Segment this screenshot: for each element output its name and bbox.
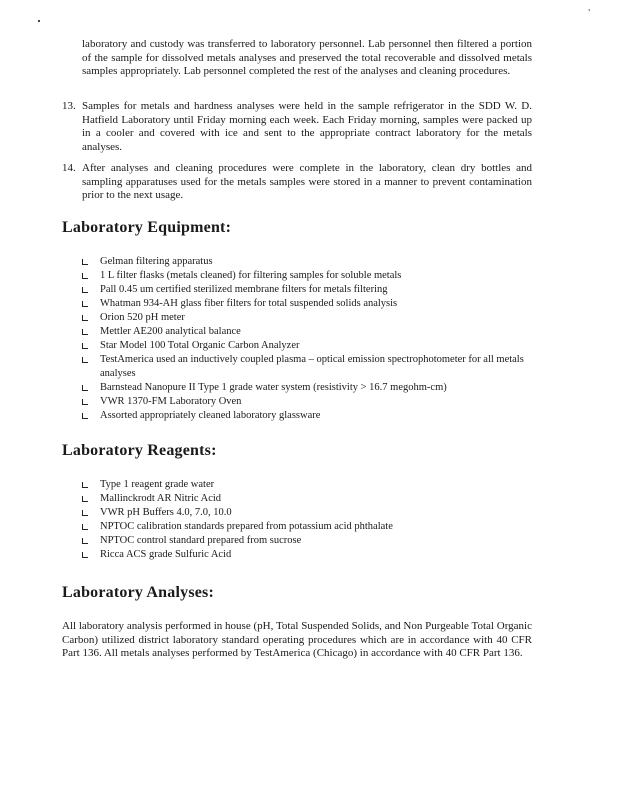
list-item: VWR pH Buffers 4.0, 7.0, 10.0	[82, 506, 542, 520]
item-text: Samples for metals and hardness analyses were held in the sample refrigerator in the SDD W. D. Hatfield Laboratory until Friday morning each week. Each Friday morning, samples were packed up in a cooler and covered with ice and sent to the appropriate contract laboratory for the metals analyses.	[82, 100, 532, 153]
checkbox-bullet-icon	[82, 524, 88, 530]
analyses-paragraph: All laboratory analysis performed in house (pH, Total Suspended Solids, and Non Purgeable Total Organic Carbon) utilized district laboratory standard operating procedures which are in accordance with 40 CFR Part 136. All metals analyses performed by TestAmerica (Chicago) in accordance with 40 CFR Part 136.	[62, 620, 532, 659]
numbered-item-14	[62, 162, 532, 203]
list-item: 1 L filter flasks (metals cleaned) for filtering samples for soluble metals	[82, 269, 542, 283]
numbered-item-13	[62, 100, 532, 154]
list-item: Pall 0.45 um certified sterilized membrane filters for metals filtering	[82, 283, 542, 297]
equipment-list	[82, 255, 542, 423]
item-number: 13.	[62, 100, 76, 112]
checkbox-bullet-icon	[82, 343, 88, 349]
item-text: After analyses and cleaning procedures were complete in the laboratory, clean dry bottles and sampling apparatuses used for the metals samples were stored in a manner to prevent contamination prior to the next usage.	[82, 162, 532, 201]
checkbox-bullet-icon	[82, 399, 88, 405]
item-number: 14.	[62, 162, 76, 174]
corner-mark: '	[588, 8, 590, 19]
list-item: VWR 1370-FM Laboratory Oven	[82, 395, 542, 409]
list-item: Type 1 reagent grade water	[82, 478, 542, 492]
checkbox-bullet-icon	[82, 552, 88, 558]
list-item: NPTOC control standard prepared from sucrose	[82, 534, 542, 548]
list-item: Gelman filtering apparatus	[82, 255, 542, 269]
list-item: TestAmerica used an inductively coupled plasma – optical emission spectrophotometer for all metals analyses	[82, 353, 542, 381]
intro-continuation: laboratory and custody was transferred to laboratory personnel. Lab personnel then filtered a portion of the sample for dissolved metals analyses and preserved the total recoverable and dissolved metals samples appropriately. Lab personnel completed the rest of the analyses and cleaning procedures.	[82, 38, 532, 77]
checkbox-bullet-icon	[82, 413, 88, 419]
reagents-heading: Laboratory Reagents:	[62, 442, 217, 459]
checkbox-bullet-icon	[82, 538, 88, 544]
checkbox-bullet-icon	[82, 496, 88, 502]
checkbox-bullet-icon	[82, 315, 88, 321]
analyses-heading: Laboratory Analyses:	[62, 584, 214, 601]
list-item: Whatman 934-AH glass fiber filters for total suspended solids analysis	[82, 297, 542, 311]
list-item: Ricca ACS grade Sulfuric Acid	[82, 548, 542, 562]
equipment-heading: Laboratory Equipment:	[62, 219, 232, 236]
list-item: Star Model 100 Total Organic Carbon Analyzer	[82, 339, 542, 353]
checkbox-bullet-icon	[82, 357, 88, 363]
reagents-list	[82, 478, 542, 562]
checkbox-bullet-icon	[82, 259, 88, 265]
checkbox-bullet-icon	[82, 287, 88, 293]
list-item: Mettler AE200 analytical balance	[82, 325, 542, 339]
list-item: Mallinckrodt AR Nitric Acid	[82, 492, 542, 506]
list-item: Orion 520 pH meter	[82, 311, 542, 325]
checkbox-bullet-icon	[82, 510, 88, 516]
checkbox-bullet-icon	[82, 273, 88, 279]
list-item: NPTOC calibration standards prepared from potassium acid phthalate	[82, 520, 542, 534]
checkbox-bullet-icon	[82, 301, 88, 307]
scan-speck	[38, 20, 40, 22]
checkbox-bullet-icon	[82, 329, 88, 335]
checkbox-bullet-icon	[82, 482, 88, 488]
checkbox-bullet-icon	[82, 385, 88, 391]
list-item: Assorted appropriately cleaned laboratory glassware	[82, 409, 542, 423]
list-item: Barnstead Nanopure II Type 1 grade water system (resistivity > 16.7 megohm-cm)	[82, 381, 542, 395]
